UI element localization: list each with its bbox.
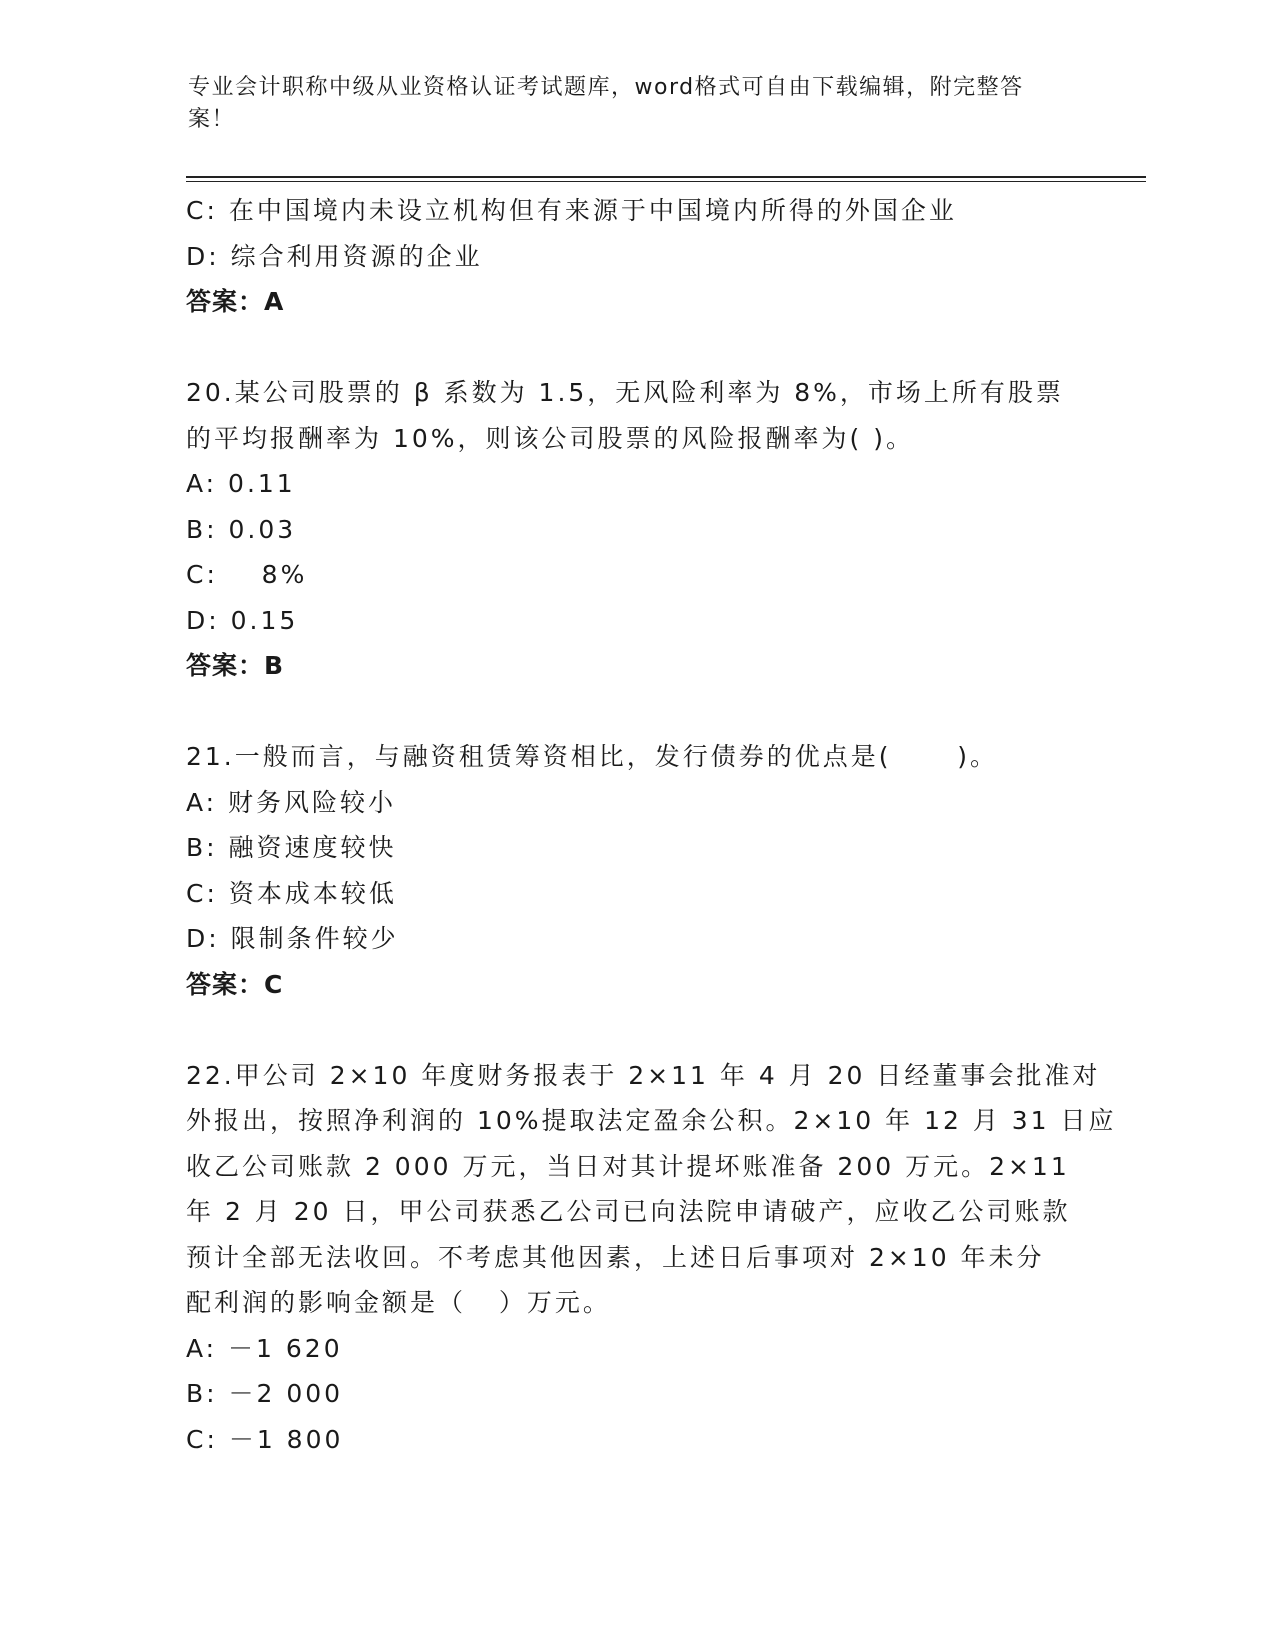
- question-19-tail: [186, 188, 1086, 325]
- question-stem-line: 外报出，按照净利润的 10%提取法定盈余公积。2×10 年 12 月 31 日应: [186, 1106, 1117, 1135]
- header-line-2: 案！: [188, 107, 236, 132]
- option-c: C: －1 800: [186, 1424, 344, 1454]
- option-b: B: 0.03: [186, 514, 297, 544]
- page-header: [188, 72, 1068, 136]
- question-stem-line: 年 2 月 20 日，甲公司获悉乙公司已向法院申请破产，应收乙公司账款: [186, 1197, 1071, 1226]
- question-stem-line: 收乙公司账款 2 000 万元，当日对其计提坏账准备 200 万元。2×11: [186, 1151, 1070, 1181]
- question-stem-line: 22.甲公司 2×10 年度财务报表于 2×11 年 4 月 20 日经董事会批准对: [186, 1060, 1101, 1090]
- question-stem-line: 的平均报酬率为 10%，则该公司股票的风险报酬率为( )。: [186, 423, 914, 453]
- question-stem-line: 配利润的影响金额是（ ）万元。: [186, 1288, 611, 1317]
- option-a: A: 财务风险较小: [186, 787, 397, 817]
- question-stem-line: 21.一般而言，与融资租赁筹资相比，发行债券的优点是( )。: [186, 742, 998, 771]
- option-c: C: 8%: [186, 560, 308, 589]
- option-d: D: 0.15: [186, 605, 299, 635]
- option-d: D: 限制条件较少: [186, 924, 399, 953]
- option-a: A: －1 620: [186, 1333, 343, 1363]
- question-22: [186, 1053, 1117, 1463]
- option-d: D: 综合利用资源的企业: [186, 241, 483, 271]
- answer: 答案：A: [186, 287, 285, 316]
- header-line-1: 专业会计职称中级从业资格认证考试题库，word格式可自由下载编辑，附完整答: [188, 75, 1024, 100]
- option-b: B: －2 000: [186, 1379, 344, 1408]
- header-rule-thick: [186, 176, 1146, 178]
- answer: 答案：C: [186, 969, 284, 999]
- option-b: B: 融资速度较快: [186, 833, 397, 862]
- header-rule-thin: [186, 181, 1146, 182]
- option-a: A: 0.11: [186, 469, 296, 498]
- answer: 答案：B: [186, 651, 285, 680]
- question-20: [186, 370, 1086, 689]
- question-stem-line: 20.某公司股票的 β 系数为 1.5，无风险利率为 8%，市场上所有股票: [186, 378, 1064, 407]
- option-c: C: 资本成本较低: [186, 878, 397, 908]
- question-content: [186, 188, 1117, 1462]
- option-c: C: 在中国境内未设立机构但有来源于中国境内所得的外国企业: [186, 196, 957, 225]
- question-21: [186, 734, 1086, 1007]
- question-stem-line: 预计全部无法收回。不考虑其他因素，上述日后事项对 2×10 年未分: [186, 1242, 1045, 1272]
